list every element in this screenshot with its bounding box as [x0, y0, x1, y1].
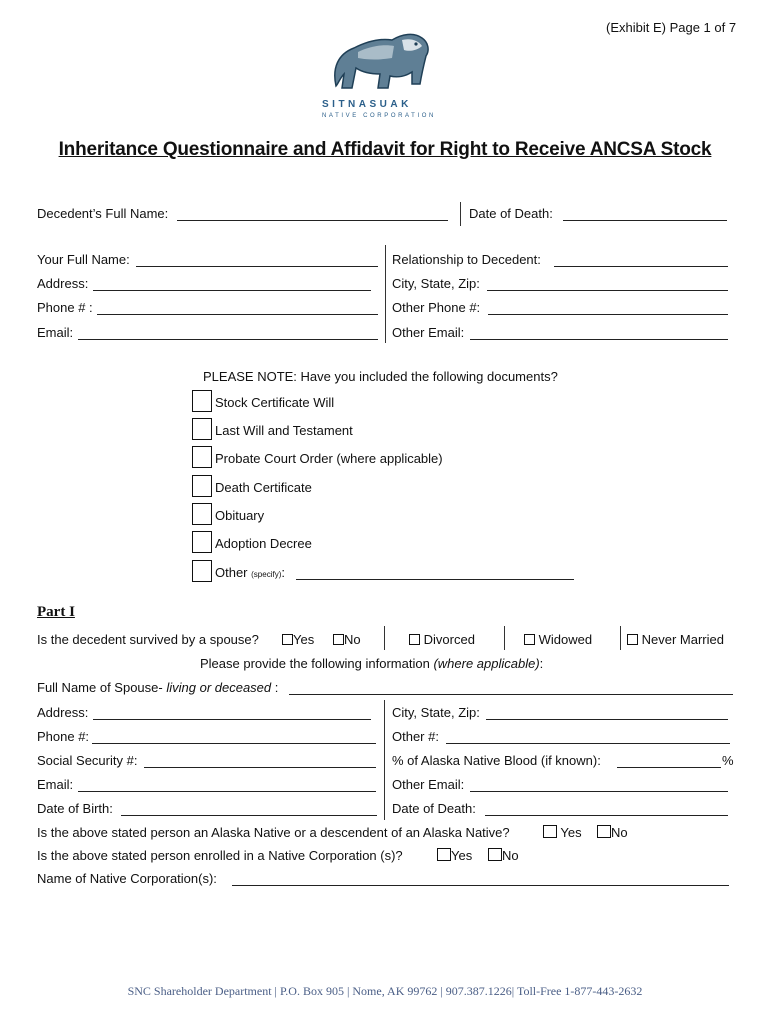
document-checkbox[interactable] [192, 531, 212, 553]
alaska-native-yes-option[interactable] [543, 825, 582, 841]
enrolled-no-option[interactable] [488, 848, 519, 864]
dob-field[interactable] [121, 815, 377, 816]
divider [460, 202, 461, 226]
other-email-label: Other Email: [392, 325, 465, 340]
relationship-field[interactable] [554, 266, 728, 267]
never-married-option[interactable] [627, 632, 724, 648]
spouse-address-label: Address: [37, 705, 89, 720]
company-logo [318, 28, 448, 123]
page-title: Inheritance Questionnaire and Affidavit for Right to Receive ANCSA Stock [58, 139, 712, 160]
page-number: (Exhibit E) Page 1 of 7 [606, 20, 737, 35]
phone-label: Phone # : [37, 300, 93, 315]
checkbox[interactable] [627, 634, 638, 645]
widowed-option[interactable] [524, 632, 592, 648]
spouse-other-email-field[interactable] [470, 791, 728, 792]
other-document-label [215, 565, 285, 583]
other-document-field[interactable] [296, 579, 574, 580]
divorced-label: Divorced [423, 632, 475, 647]
document-checkbox[interactable] [192, 418, 212, 440]
provide-info-text: Please provide the following information [200, 656, 430, 671]
decedent-name-label: Decedent’s Full Name: [37, 206, 169, 221]
other-colon: : [281, 565, 285, 580]
other-email-field[interactable] [470, 339, 728, 340]
decedent-name-field[interactable] [177, 220, 448, 221]
divider [385, 245, 386, 343]
yes-label: Yes [451, 848, 473, 863]
provide-info-note [200, 656, 543, 672]
spouse-email-field[interactable] [78, 791, 376, 792]
other-phone-field[interactable] [488, 314, 728, 315]
document-checkbox[interactable] [192, 560, 212, 582]
phone-field[interactable] [97, 314, 378, 315]
spouse-name-italic: living or deceased [166, 680, 272, 695]
ssn-field[interactable] [144, 767, 376, 768]
ssn-label: Social Security #: [37, 753, 138, 768]
blood-label: % of Alaska Native Blood (if known): [392, 753, 601, 768]
checkbox[interactable] [488, 848, 502, 861]
dob-label: Date of Birth: [37, 801, 113, 816]
polar-bear-icon [318, 28, 448, 100]
divider [504, 626, 505, 650]
spouse-name-text: Full Name of Spouse- [37, 680, 163, 695]
yes-label: Yes [293, 632, 315, 647]
divider [384, 626, 385, 650]
checkbox[interactable] [543, 825, 557, 838]
logo-subtitle: NATIVE CORPORATION [322, 113, 436, 119]
document-label: Probate Court Order (where applicable) [215, 451, 443, 466]
spouse-phone-label: Phone #: [37, 729, 90, 744]
document-checkbox[interactable] [192, 446, 212, 468]
city-state-zip-label: City, State, Zip: [392, 276, 480, 291]
divider [384, 700, 385, 820]
spouse-dod-field[interactable] [485, 815, 728, 816]
checkbox[interactable] [282, 634, 293, 645]
alaska-native-no-option[interactable] [597, 825, 628, 841]
documents-note: PLEASE NOTE: Have you included the following documents? [203, 369, 558, 384]
spouse-city-label: City, State, Zip: [392, 705, 480, 720]
percent-sign: % [722, 753, 734, 768]
spouse-other-phone-field[interactable] [446, 743, 730, 744]
widowed-label: Widowed [538, 632, 593, 647]
checkbox[interactable] [409, 634, 420, 645]
document-label: Obituary [215, 508, 265, 523]
spouse-city-field[interactable] [486, 719, 728, 720]
document-label: Death Certificate [215, 480, 312, 495]
spouse-email-label: Email: [37, 777, 74, 792]
provide-info-italic: (where applicable) [433, 656, 540, 671]
document-checkbox[interactable] [192, 503, 212, 525]
spouse-other-phone-label: Other #: [392, 729, 439, 744]
enrolled-question: Is the above stated person enrolled in a Native Corporation (s)? [37, 848, 403, 863]
checkbox[interactable] [333, 634, 344, 645]
document-label: Adoption Decree [215, 536, 312, 551]
document-label: Stock Certificate Will [215, 395, 335, 410]
checkbox[interactable] [524, 634, 535, 645]
checkbox[interactable] [437, 848, 451, 861]
address-field[interactable] [93, 290, 371, 291]
spouse-phone-field[interactable] [92, 743, 376, 744]
spouse-name-end: : [271, 680, 279, 695]
date-of-death-label: Date of Death: [469, 206, 553, 221]
never-married-label: Never Married [641, 632, 724, 647]
city-state-zip-field[interactable] [487, 290, 728, 291]
document-checkbox[interactable] [192, 390, 212, 412]
no-label: No [344, 632, 361, 647]
spouse-question: Is the decedent survived by a spouse? [37, 632, 259, 647]
date-of-death-field[interactable] [563, 220, 727, 221]
other-phone-label: Other Phone #: [392, 300, 481, 315]
spouse-name-field[interactable] [289, 694, 733, 695]
specify-note: (specify) [251, 570, 282, 579]
email-field[interactable] [78, 339, 378, 340]
corporation-name-field[interactable] [232, 885, 729, 886]
blood-field[interactable] [617, 767, 721, 768]
footer-contact: SNC Shareholder Department | P.O. Box 905 | Nome, AK 99762 | 907.387.1226| Toll-Free 1-877-443-2632 [127, 984, 643, 998]
divorced-option[interactable] [409, 632, 475, 648]
provide-info-end: : [539, 656, 544, 671]
your-name-label: Your Full Name: [37, 252, 130, 267]
spouse-name-label [37, 680, 278, 696]
yes-label: Yes [560, 825, 582, 840]
email-label: Email: [37, 325, 74, 340]
enrolled-yes-option[interactable] [437, 848, 472, 864]
document-checkbox[interactable] [192, 475, 212, 497]
divider [620, 626, 621, 650]
your-name-field[interactable] [136, 266, 378, 267]
spouse-address-field[interactable] [93, 719, 371, 720]
spouse-other-email-label: Other Email: [392, 777, 465, 792]
other-label: Other [215, 565, 248, 580]
corporation-name-label: Name of Native Corporation(s): [37, 871, 217, 886]
no-label: No [502, 848, 519, 863]
spouse-no-option[interactable] [333, 632, 361, 648]
spouse-dod-label: Date of Death: [392, 801, 476, 816]
alaska-native-question: Is the above stated person an Alaska Native or a descendent of an Alaska Native? [37, 825, 510, 840]
logo-wordmark: SITNASUAK [322, 99, 412, 110]
document-label: Last Will and Testament [215, 423, 353, 438]
spouse-yes-option[interactable] [282, 632, 314, 648]
part-heading: Part I [37, 604, 75, 620]
address-label: Address: [37, 276, 89, 291]
no-label: No [611, 825, 628, 840]
checkbox[interactable] [597, 825, 611, 838]
relationship-label: Relationship to Decedent: [392, 252, 541, 267]
